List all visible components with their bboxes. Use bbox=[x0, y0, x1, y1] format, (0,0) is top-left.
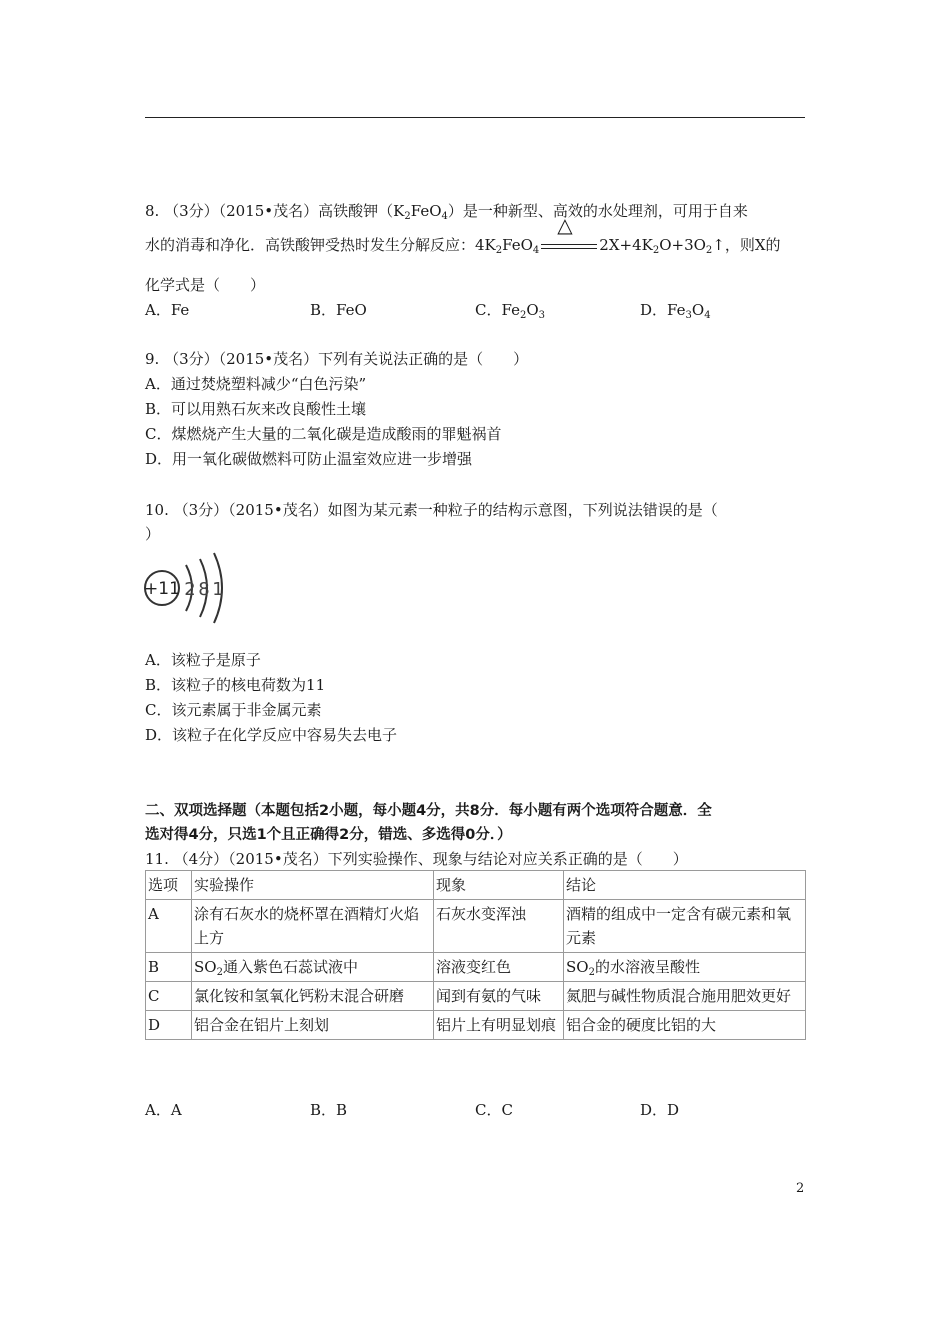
q11-table bbox=[145, 870, 806, 1040]
q11-option-d: D．D bbox=[640, 1101, 680, 1119]
shell-electrons-3: 1 bbox=[212, 579, 224, 600]
table-row bbox=[146, 1011, 806, 1040]
q8-stem-line2: 水的消毒和净化．高铁酸钾受热时发生分解反应：$4K_2FeO_4$ △ $2X+4K_2O+3O_2↑$，则X的 bbox=[145, 213, 781, 256]
cell-operation: 涂有石灰水的烧杯罩在酒精灯火焰上方 bbox=[192, 900, 434, 953]
q9-option-c: C．煤燃烧产生大量的二氧化碳是造成酸雨的罪魁祸首 bbox=[145, 425, 502, 443]
cell-phenomenon: 石灰水变浑浊 bbox=[434, 900, 564, 953]
cell-option: C bbox=[146, 982, 192, 1011]
q10-option-c: C．该元素属于非金属元素 bbox=[145, 701, 322, 719]
cell-conclusion: 铝合金的硬度比铝的大 bbox=[564, 1011, 806, 1040]
shell-electrons-2: 8 bbox=[198, 579, 210, 600]
header-rule bbox=[145, 117, 805, 118]
heat-symbol: △ bbox=[557, 213, 573, 237]
header-conclusion: 结论 bbox=[564, 871, 806, 900]
cell-conclusion: 氮肥与碱性物质混合施用肥效更好 bbox=[564, 982, 806, 1011]
page-number: 2 bbox=[796, 1181, 805, 1196]
cell-conclusion: $SO_2$的水溶液呈酸性 bbox=[564, 953, 806, 982]
cell-phenomenon: 闻到有氨的气味 bbox=[434, 982, 564, 1011]
q10-stem: 10. （3分）（2015•茂名）如图为某元素一种粒子的结构示意图，下列说法错误的是（ bbox=[145, 501, 718, 519]
cell-operation: 氯化铵和氢氧化钙粉末混合研磨 bbox=[192, 982, 434, 1011]
q10-option-b: B．该粒子的核电荷数为11 bbox=[145, 676, 326, 694]
header-phenomenon: 现象 bbox=[434, 871, 564, 900]
cell-operation: $SO_2$通入紫色石蕊试液中 bbox=[192, 953, 434, 982]
cell-operation: 铝合金在铝片上刻划 bbox=[192, 1011, 434, 1040]
header-option: 选项 bbox=[146, 871, 192, 900]
cell-option: A bbox=[146, 900, 192, 953]
q8-stem-line3: 化学式是（ ） bbox=[145, 276, 266, 294]
cell-option: B bbox=[146, 953, 192, 982]
q10-option-d: D．该粒子在化学反应中容易失去电子 bbox=[145, 726, 398, 744]
header-operation: 实验操作 bbox=[192, 871, 434, 900]
q8-option-a: A．Fe bbox=[145, 301, 190, 319]
cell-option: D bbox=[146, 1011, 192, 1040]
q9-option-b: B．可以用熟石灰来改良酸性土壤 bbox=[145, 400, 367, 418]
table-row bbox=[146, 982, 806, 1011]
section2-heading-line1: 二、双项选择题（本题包括2小题，每小题4分，共8分．每小题有两个选项符合题意．全 bbox=[145, 803, 712, 819]
shell-electrons-1: 2 bbox=[184, 579, 196, 600]
q9-option-d: D．用一氧化碳做燃料可防止温室效应进一步增强 bbox=[145, 450, 473, 468]
q8-stem-line1: 8. （3分）（2015•茂名）高铁酸钾$(K_2FeO_4)$是一种新型、高效的水处理剂，可用于自来 bbox=[145, 202, 748, 222]
table-row bbox=[146, 953, 806, 982]
cell-conclusion: 酒精的组成中一定含有碳元素和氧元素 bbox=[564, 900, 806, 953]
q11-stem: 11. （4分）（2015•茂名）下列实验操作、现象与结论对应关系正确的是（ ） bbox=[145, 850, 688, 868]
q11-option-c: C．C bbox=[475, 1101, 513, 1119]
q8-option-d: D．$Fe_3O_4$ bbox=[640, 301, 711, 321]
q9-stem: 9. （3分）（2015•茂名）下列有关说法正确的是（ ） bbox=[145, 350, 529, 368]
table-header-row bbox=[146, 871, 806, 900]
section2-heading-line2: 选对得4分，只选1个且正确得2分，错选、多选得0分．） bbox=[145, 827, 512, 843]
q8-option-c: C．$Fe_2O_3$ bbox=[475, 301, 546, 321]
nucleus-charge: +11 bbox=[144, 579, 180, 599]
q10-option-a: A．该粒子是原子 bbox=[145, 651, 261, 669]
atom-structure-diagram bbox=[140, 545, 240, 630]
cell-phenomenon: 铝片上有明显划痕 bbox=[434, 1011, 564, 1040]
cell-phenomenon: 溶液变红色 bbox=[434, 953, 564, 982]
q11-option-a: A．A bbox=[145, 1101, 182, 1119]
q10-stem-end: ） bbox=[145, 525, 161, 543]
reaction-arrow bbox=[539, 213, 599, 256]
table-row bbox=[146, 900, 806, 953]
q11-option-b: B．B bbox=[310, 1101, 348, 1119]
q9-option-a: A．通过焚烧塑料减少“白色污染” bbox=[145, 375, 367, 393]
q8-option-b: B．FeO bbox=[310, 301, 367, 319]
